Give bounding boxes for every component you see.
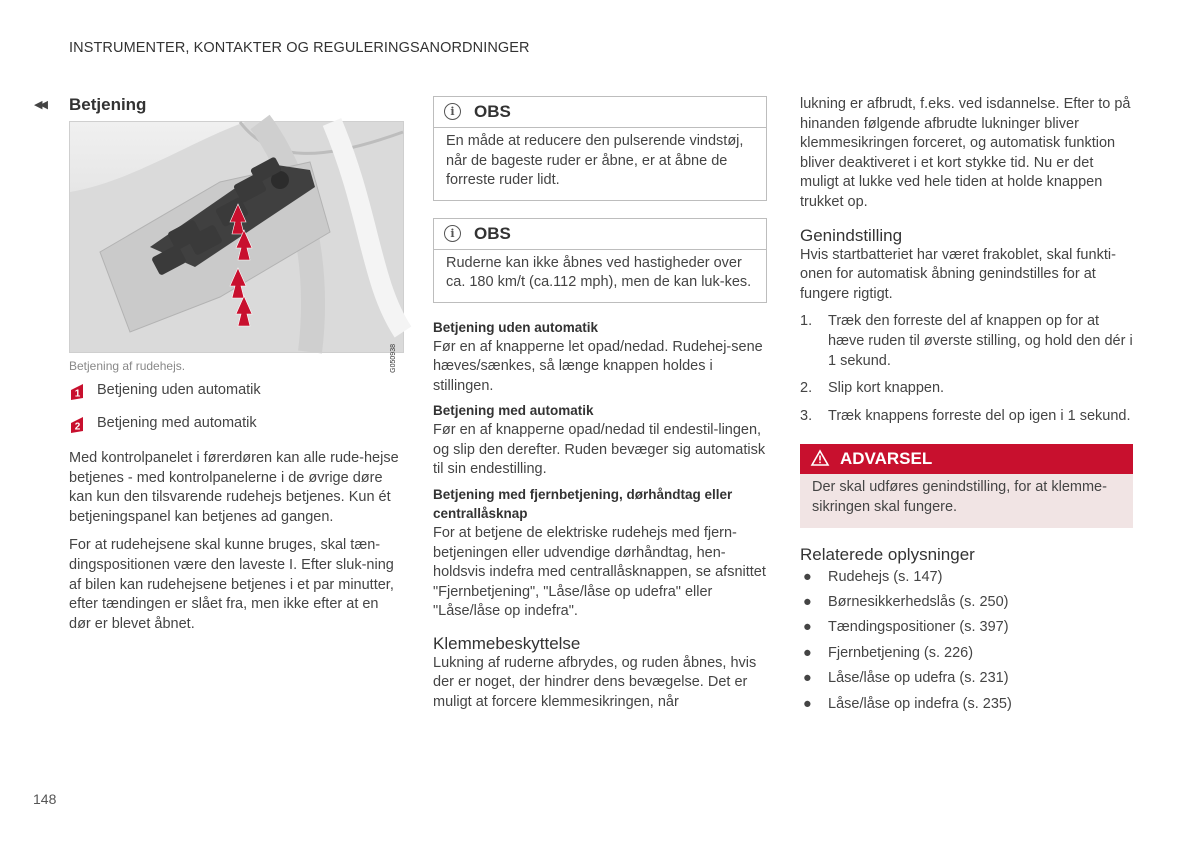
warning-triangle-icon	[811, 450, 829, 466]
column-right	[800, 95, 1133, 717]
warning-text: Der skal udføres genindstilling, for at klemme-sikringen skal fungere.	[812, 479, 1107, 515]
page-number: 148	[33, 791, 57, 807]
figure-code: G050938	[390, 344, 397, 373]
subsection-heading: Betjening med automatik	[433, 403, 594, 419]
related-list	[800, 565, 1133, 717]
legend-item	[69, 382, 404, 404]
related-link[interactable]: ● Rudehejs (s. 147)	[803, 568, 943, 585]
obs-note-box	[433, 218, 767, 303]
related-link[interactable]: ● Låse/låse op udefra (s. 231)	[803, 670, 1009, 687]
number-badge-icon	[69, 384, 85, 400]
related-link[interactable]: ● Fjernbetjening (s. 226)	[803, 644, 974, 661]
steps-list	[800, 312, 1133, 426]
subsection	[433, 318, 767, 396]
subsection-text: Før en af knapperne opad/nedad til endestil-lingen, og slip den derefter. Ruden bevæger sig automatisk til sin endestilling.	[433, 421, 766, 478]
svg-text:2: 2	[74, 421, 81, 433]
obs-title: OBS	[474, 102, 511, 121]
list-item: 3. Træk knappens forreste del op igen i 1 sekund.	[800, 407, 1131, 424]
genindstilling-section	[800, 225, 1133, 427]
figure-caption: Betjening af rudehejs.	[69, 359, 186, 373]
related-section	[800, 544, 1133, 717]
column-middle	[433, 96, 767, 713]
legend-label: Betjening med automatik	[97, 415, 257, 431]
related-link[interactable]: ● Låse/låse op indefra (s. 235)	[803, 695, 1012, 712]
paragraph: For at rudehejsene skal kunne bruges, skal tæn-dingspositionen være den laveste I. Efter sluk-ning af bilen kan rudehejsene betjenes i et par minutter, efter tændingen er slået fra, men ikke efter at en dør er blevet åbnet.	[69, 537, 394, 632]
obs-note-box	[433, 96, 767, 201]
section-title: Betjening	[69, 95, 147, 114]
subsection-heading: Betjening uden automatik	[433, 319, 599, 335]
subsection-text: Før en af knapperne let opad/nedad. Rudehej-sene hæves/sænkes, så længe knappen holdes i stillingen.	[433, 338, 763, 394]
subsection	[433, 401, 767, 479]
section-text: Hvis startbatteriet har været frakoblet, skal funkti-onen for automatisk åbning genindstilles for at fungere rigtigt.	[800, 246, 1116, 302]
list-item: 2. Slip kort knappen.	[800, 380, 945, 397]
number-badge-icon	[69, 417, 85, 433]
obs-title: OBS	[474, 223, 511, 243]
continued-text: lukning er afbrudt, f.eks. ved isdannelse. Efter to på hinanden følgende afbrudte lukninger bliver klemmesikringen forceret, og automatisk funktion bliver deaktiveret i et kort stykke tid. Nu er det muligt at lukke ved hele tiden at holde knappen trukket op.	[800, 96, 1131, 210]
column-left	[34, 95, 404, 634]
info-icon: i	[444, 225, 461, 242]
warning-title: ADVARSEL	[840, 449, 933, 469]
page-header: INSTRUMENTER, KONTAKTER OG REGULERINGSANORDNINGER	[69, 40, 530, 56]
warning-box	[800, 444, 1133, 527]
info-icon: i	[444, 103, 461, 120]
svg-text:1: 1	[74, 388, 81, 400]
section-text: Lukning af ruderne afbrydes, og ruden åbnes, hvis der er noget, der hindrer dens bevægelse. Det er muligt at forcere klemmesikringen, når	[433, 654, 757, 711]
subsection-heading: Betjening med fjernbetjening, dørhåndtag eller centrallåsknap	[433, 486, 733, 522]
paragraph: Med kontrolpanelet i førerdøren kan alle rude-hejse betjenes - med kontrolpanelerne i de øvrige døre kan kun den tilsvarende rudehejs betjenes. Kun ét betjeningspanel kan betjenes ad gangen.	[69, 450, 399, 525]
section-heading: Relaterede oplysninger	[800, 544, 975, 564]
klemme-section	[433, 633, 767, 713]
double-left-chevron-icon[interactable]: ◀◀	[34, 99, 45, 111]
subsection	[433, 485, 767, 622]
subsection-text: For at betjene de elektriske rudehejs med fjern-betjeningen eller udvendige dørhåndtag, hen-holdsvis indefra med centrallåsknappen, se afsnittet "Fjernbetjening", "Låse/låse op udefra" eller "Låse/låse op indefra".	[433, 524, 766, 620]
legend-label: Betjening uden automatik	[97, 382, 261, 398]
obs-text: En måde at reducere den pulserende vindstøj, når de bageste ruder er åbne, er at åbne de forreste ruder lidt.	[446, 133, 744, 189]
list-item: 1. Træk den forreste del af knappen op for at hæve ruden til øverste stilling, og hold den dér i 1 sekund.	[800, 313, 1133, 369]
related-link[interactable]: ● Børnesikkerhedslås (s. 250)	[803, 593, 1009, 610]
section-heading: Genindstilling	[800, 225, 903, 245]
legend-item	[69, 415, 404, 437]
section-heading: Klemmebeskyttelse	[433, 633, 581, 653]
related-link[interactable]: ● Tændingspositioner (s. 397)	[803, 619, 1009, 636]
door-panel-illustration	[70, 122, 403, 352]
obs-text: Ruderne kan ikke åbnes ved hastigheder over ca. 180 km/t (ca.112 mph), men de kan luk-kes.	[446, 254, 752, 291]
